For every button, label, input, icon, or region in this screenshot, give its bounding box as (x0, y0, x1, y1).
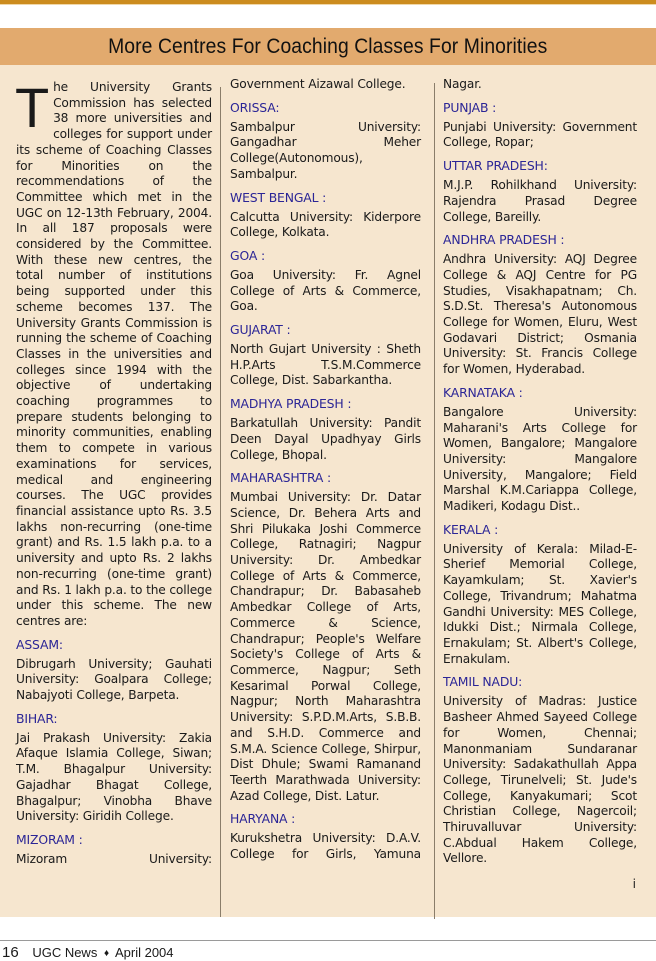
state-institutions-continued: Government Aizawal College. (230, 77, 406, 91)
publication-name: UGC News (32, 945, 98, 960)
column-1 (15, 76, 212, 875)
state-section-uttar-pradesh (443, 158, 637, 225)
issue-date: April 2004 (114, 945, 174, 960)
state-heading: TAMIL NADU: (443, 674, 523, 690)
state-institutions: North Gujart University : Sheth H.P.Arts T.S.M.Commerce College, Dist. Sabarkantha. (230, 342, 421, 388)
state-institutions: Kurukshetra University: D.A.V. College for Girls, Yamuna (230, 831, 421, 862)
page-footer (2, 944, 174, 961)
drop-cap: T (15, 76, 50, 139)
state-institutions-continued: Nagar. (443, 77, 482, 91)
state-section-tamil-nadu (443, 674, 637, 867)
state-institutions: University of Madras: Justice Basheer Ahmed Sayeed College for Women, Chennai; Manonmaniam Sundaranar University: Sadakathullah Appa College, Tirunelveli; St. Jude's College, Kanyakumari; Scot Christian College, Nagercoil; Thiruvalluvar University: C.Abdual Hakem College, Vellore. (443, 694, 637, 866)
diamond-separator-icon: ♦ (103, 948, 110, 959)
state-institutions: Jai Prakash University: Zakia Afaque Islamia College, Siwan; T.M. Bhagalpur University: Gajadhar Bhagat College, Bhagalpur; Vinobha Bhave University: Giridih College. (16, 730, 212, 824)
state-section-punjab (443, 100, 637, 151)
state-heading: GOA : (230, 247, 265, 263)
state-heading: WEST BENGAL : (230, 189, 327, 205)
state-institutions: Sambalpur University: Gangadhar Meher College(Autonomous), Sambalpur. (230, 119, 421, 181)
state-section-mizoram (16, 832, 212, 868)
intro-text: he University Grants Commission has selected 38 more universities and colleges for support under its scheme of Coaching Classes for Minorities on the recommendations of the Committee which met in the UGC on 12-13th February, 2004. In all 187 proposals were considered by the Committee. With these new centres, the total number of institutions being supported under this scheme becomes 137. The University Grants Commission is running the scheme of Coaching Classes in the universities and colleges since 1994 with the objective of undertaking coaching programmes to prepare students belonging to minority communities, enabling them to compete in various examinations for services, medical and engineering courses. The UGC provides financial assistance upto Rs. 3.5 lakhs non-recurring (one-time grant) and Rs. 1.5 lakh p.a. to a university and upto Rs. 2 lakhs non-recurring (one-time grant) and Rs. 1 lakh p.a. to the college under this scheme. The new centres are: (16, 80, 212, 628)
state-institutions: Barkatullah University: Pandit Deen Dayal Upadhyay Girls College, Bhopal. (230, 416, 421, 462)
column-2 (230, 77, 421, 870)
column-divider-2 (434, 83, 435, 919)
state-institutions: Punjabi University: Government College, Ropar; (443, 119, 637, 150)
state-institutions: Mizoram University: (16, 851, 212, 866)
state-heading: HARYANA : (230, 811, 296, 827)
state-section-assam (16, 637, 212, 704)
state-heading: ORISSA: (230, 99, 280, 115)
article-body (0, 65, 656, 917)
state-section-bihar (16, 711, 212, 825)
top-accent-rule-highlight (0, 4, 656, 5)
state-institutions: Andhra University: AQJ Degree College & AQJ Centre for PG Studies, Visakhapatnam; Ch. S.D.St. Theresa's Autonomous College for Women, Eluru, West Godavari District; Osmania University: St. Francis College for Women, Hyderabad. (443, 252, 637, 377)
state-institutions: Calcutta University: Kiderpore College, Kolkata. (230, 209, 421, 240)
title-band (0, 28, 656, 65)
state-heading: GUJARAT : (230, 322, 291, 338)
state-heading: KARNATAKA : (443, 384, 523, 400)
state-institutions: Bangalore University: Maharani's Arts College for Women, Bangalore; Mangalore University: Mangalore University, Mangalore; Field Marshal K.M.Cariappa College, Madikeri, Kodagu Dist.. (443, 404, 637, 514)
state-section-goa (230, 248, 421, 315)
state-section-west-bengal (230, 190, 421, 241)
state-institutions: University of Kerala: Milad-E-Sherief Memorial College, Kayamkulam; St. Xavier's College, Trivandrum; Mahatma Gandhi University: MES College, Idukki Dist.; Nirmala College, Ernakulam; St. Albert's College, Ernakulam. (443, 541, 637, 666)
page-number: 16 (2, 944, 19, 961)
state-heading: MADHYA PRADESH : (230, 396, 352, 412)
state-section-orissa (230, 100, 421, 183)
state-heading: KERALA : (443, 521, 499, 537)
state-institutions: Dibrugarh University; Gauhati University: Goalpara College; Nabajyoti College, Barpeta. (16, 656, 212, 703)
intro-paragraph (15, 76, 212, 630)
state-heading: MIZORAM : (16, 831, 83, 847)
page-title: More Centres For Coaching Classes For Minorities (108, 34, 548, 58)
state-heading: UTTAR PRADESH: (443, 158, 548, 174)
column-3 (443, 77, 637, 874)
state-heading: PUNJAB : (443, 99, 497, 115)
state-section-karnataka (443, 385, 637, 515)
end-mark: i (632, 877, 636, 891)
state-heading: MAHARASHTRA : (230, 470, 332, 486)
state-institutions: M.J.P. Rohilkhand University: Rajendra Prasad Degree College, Bareilly. (443, 178, 637, 224)
state-section-madhya-pradesh (230, 396, 421, 463)
state-section-maharashtra (230, 470, 421, 804)
column-divider-1 (220, 87, 221, 917)
state-section-andhra-pradesh (443, 232, 637, 378)
state-heading: ANDHRA PRADESH : (443, 232, 565, 248)
state-institutions: Mumbai University: Dr. Datar Science, Dr. Behera Arts and Shri Pilukaka Joshi Commerce College, Ratnagiri; Nagpur University: Dr. Ambedkar College of Arts & Commerce, Chandrapur; Dr. Babasaheb Ambedkar College of Arts, Commerce & Science, Chandrapur; People's Welfare Society's College of Arts & Commerce, Nagpur; Seth Kesarimal Porwal College, Nagpur; North Maharashtra University: S.P.D.M.Arts, S.B.B. and S.H.D. Commerce and S.M.A. Science College, Shirpur, Dist Dhule; Swami Ramanand Teerth Marathwada University: Azad College, Dist. Latur. (230, 490, 421, 803)
state-institutions: Goa University: Fr. Agnel College of Arts & Commerce, Goa. (230, 267, 421, 314)
footer-rule (0, 940, 656, 941)
state-section-gujarat (230, 322, 421, 389)
state-heading: BIHAR: (16, 710, 58, 726)
state-heading: ASSAM: (16, 636, 63, 652)
state-section-haryana (230, 811, 421, 862)
state-section-kerala (443, 522, 637, 668)
